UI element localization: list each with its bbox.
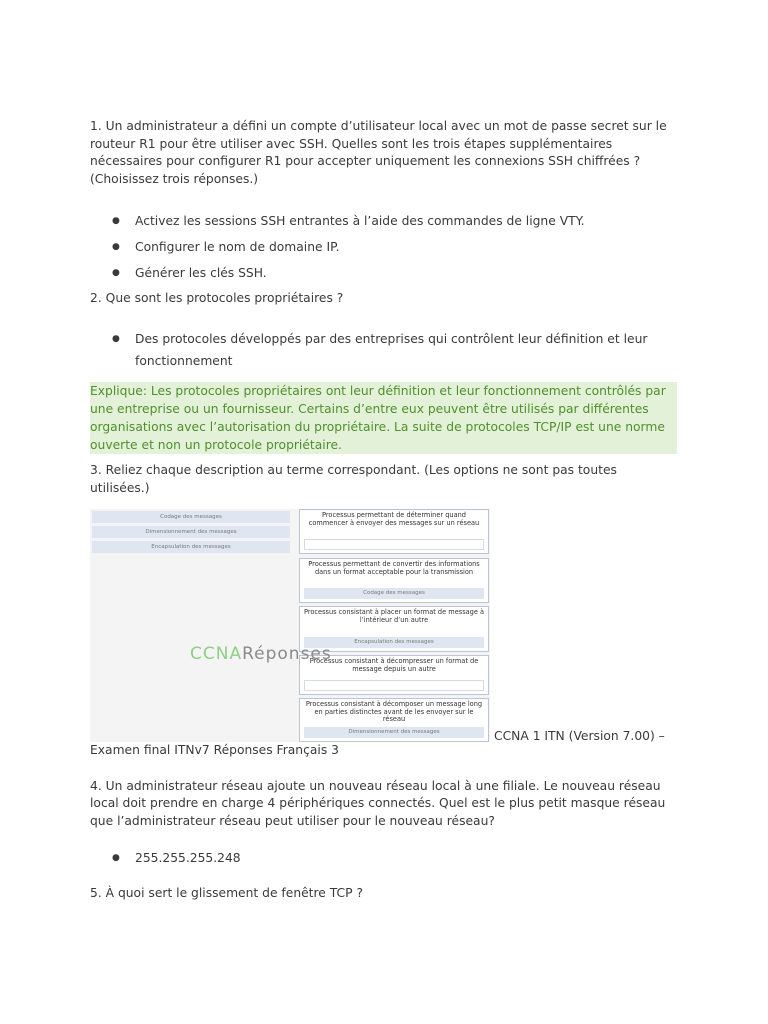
document-body bbox=[90, 118, 680, 902]
matching-figure bbox=[90, 509, 665, 744]
answer-item: ● Configurer le nom de domaine IP. bbox=[90, 236, 680, 258]
answer-slot bbox=[304, 680, 484, 691]
answer-item: ● Générer les clés SSH. bbox=[90, 262, 680, 284]
answer-slot: Encapsulation des messages bbox=[304, 637, 484, 648]
description-text: Processus permettant de déterminer quand commencer à envoyer des messages sur un réseau bbox=[308, 511, 480, 527]
description-text: Processus consistant à placer un format de message à l’intérieur d’un autre bbox=[303, 608, 485, 624]
option-encapsulation: Encapsulation des messages bbox=[92, 541, 290, 553]
explanation-text: Explique: Les protocoles propriétaires ont leur définition et leur fonctionnement contrôlés par une entreprise ou un fournisseur. Certains d’entre eux peuvent être utilisés par différentes organisations avec l’autorisation du propriétaire. La suite de protocoles TCP/IP est une norme ouverte et non un protocole propriétaire. bbox=[90, 383, 666, 452]
option-codage: Codage des messages bbox=[92, 511, 290, 523]
answer-item: ● 255.255.255.248 bbox=[90, 847, 680, 869]
answer-slot: Codage des messages bbox=[304, 588, 484, 599]
question-3: 3. Reliez chaque description au terme correspondant. (Les options ne sont pas toutes utilisées.) bbox=[90, 462, 617, 495]
question-5: 5. À quoi sert le glissement de fenêtre TCP ? bbox=[90, 885, 363, 900]
description-text: Processus permettant de convertir des informations dans un format acceptable pour la transmission bbox=[308, 560, 480, 576]
answer-slot: Dimensionnement des messages bbox=[304, 727, 484, 738]
question-1: 1. Un administrateur a défini un compte d’utilisateur local avec un mot de passe secret sur le routeur R1 pour être utiliser avec SSH. Quelles sont les trois étapes supplémentaires nécessaires pour configurer R1 pour accepter uniquement les connexions SSH chiffrées ? (Choisissez trois réponses.) bbox=[90, 119, 667, 186]
question-4-answers bbox=[90, 847, 680, 869]
description-box bbox=[299, 558, 489, 603]
explanation-box bbox=[90, 382, 677, 454]
option-dimensionnement: Dimensionnement des messages bbox=[92, 526, 290, 538]
figure-caption-line2: Examen final ITNv7 Réponses Français 3 bbox=[90, 743, 339, 758]
description-box bbox=[299, 698, 489, 742]
description-text: Processus consistant à décompresser un format de message depuis un autre bbox=[309, 657, 479, 673]
question-4: 4. Un administrateur réseau ajoute un nouveau réseau local à une filiale. Le nouveau réseau local doit prendre en charge 4 périphériques connectés. Quel est le plus petit masque réseau que l’administrateur réseau peut utiliser pour le nouveau réseau? bbox=[90, 778, 666, 828]
watermark-reponses: Réponses bbox=[242, 644, 332, 665]
description-text: Processus consistant à décomposer un message long en parties distinctes avant de les envoyer sur le réseau bbox=[305, 700, 483, 724]
figure-caption-line1: CCNA 1 ITN (Version 7.00) – bbox=[494, 729, 665, 744]
watermark-ccna: CCNA bbox=[190, 644, 243, 665]
answer-item: ● Des protocoles développés par des entreprises qui contrôlent leur définition et leur fonctionnement bbox=[90, 328, 680, 372]
description-box bbox=[299, 509, 489, 554]
answer-item: ● Activez les sessions SSH entrantes à l’aide des commandes de ligne VTY. bbox=[90, 210, 680, 232]
answer-slot bbox=[304, 539, 484, 550]
question-2-answers bbox=[90, 328, 680, 372]
question-1-answers bbox=[90, 210, 680, 284]
watermark bbox=[190, 644, 332, 664]
question-2: 2. Que sont les protocoles propriétaires ? bbox=[90, 291, 344, 306]
